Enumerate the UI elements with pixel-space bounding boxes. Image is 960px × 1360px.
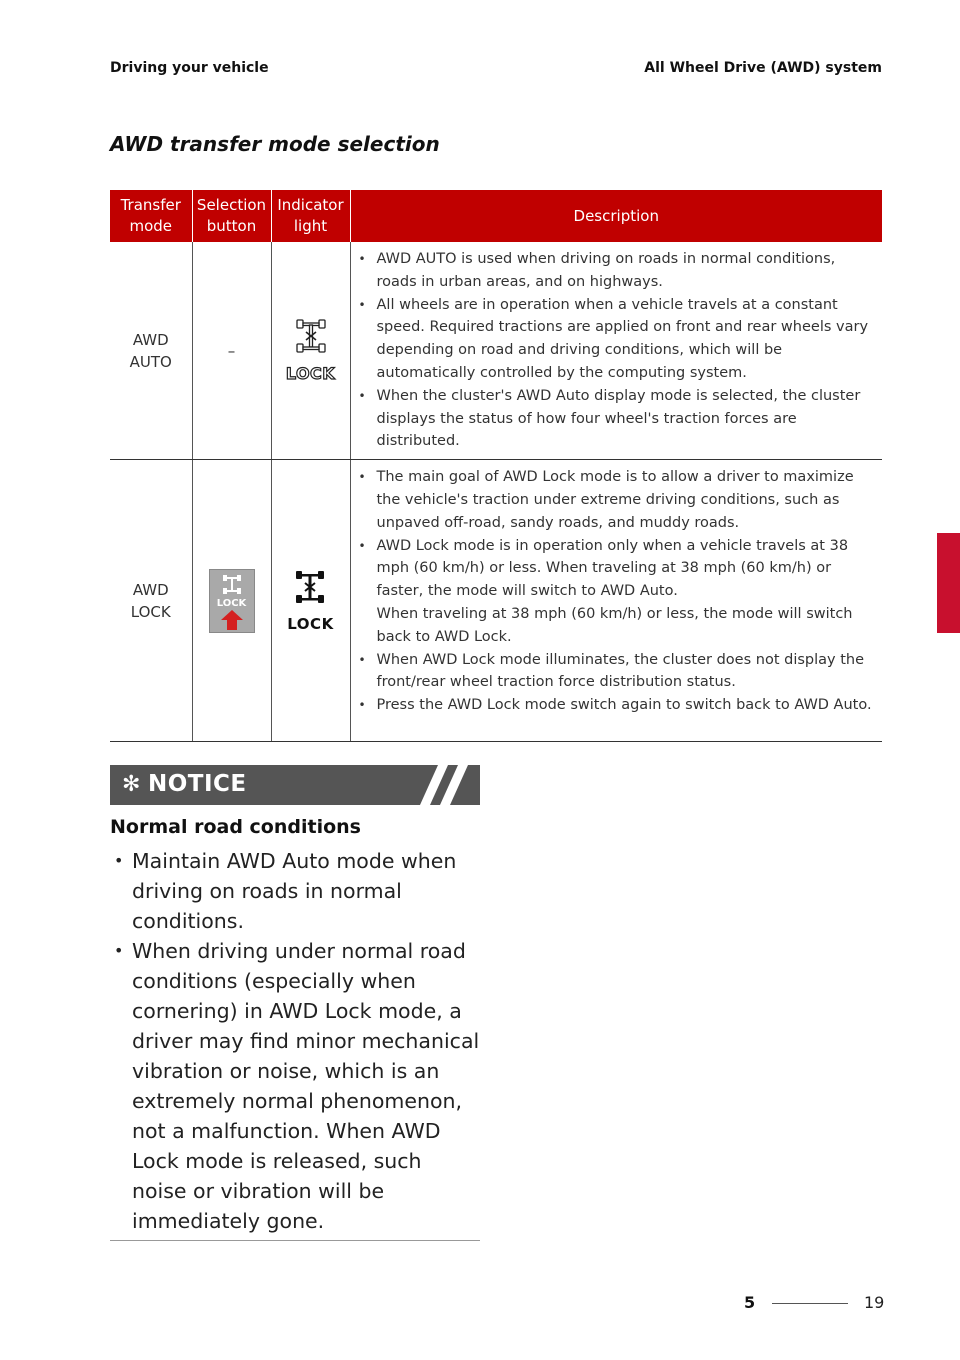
notice-list (110, 846, 480, 1236)
table-header-row (110, 190, 882, 242)
notice-banner (110, 765, 480, 805)
awd-lock-switch-icon (209, 569, 255, 633)
stripes-icon (410, 765, 480, 805)
list-item-text: AWD Lock mode is in operation only when a vehicle travels at 38 mph (60 km/h) or less. When traveling at 38 mph (60 km/h) or faster, the mode will switch to AWD Auto. (376, 537, 849, 600)
table-row-awd-lock (110, 460, 882, 742)
table-row-awd-auto (110, 242, 882, 460)
header-indicator-light: Indicator light (271, 190, 350, 242)
running-header-left: Driving your vehicle (110, 60, 269, 76)
footer-divider (772, 1303, 848, 1304)
notice-label: NOTICE (148, 771, 247, 797)
chapter-side-number: 5 (939, 608, 953, 632)
list-item: • When AWD Lock mode illuminates, the cluster does not display the front/rear wheel traction force distribution status. (357, 649, 875, 695)
mode-label-line1: AWD (132, 580, 169, 599)
selection-cell (192, 460, 271, 742)
list-item: • When driving under normal road conditions (especially when cornering) in AWD Lock mode, a driver may find minor mechanical vibration or noise, which is an extremely normal phenomenon, not a malfunction. When AWD Lock mode is released, such noise or vibration will be immediately gone. (110, 936, 480, 1236)
list-item: • AWD AUTO is used when driving on roads in normal conditions, roads in urban areas, and on highways. (357, 248, 875, 294)
mode-cell (110, 242, 192, 460)
notice-divider (110, 1240, 480, 1241)
notice-heading: Normal road conditions (110, 816, 361, 838)
header-selection-button: Selection button (192, 190, 271, 242)
indicator-lock-text: LOCK (285, 364, 336, 384)
selection-none: – (227, 341, 236, 360)
header-description: Description (350, 190, 882, 242)
section-title: AWD transfer mode selection (110, 132, 440, 156)
list-item: • When the cluster's AWD Auto display mode is selected, the cluster displays the status of how four wheel's traction forces are distributed. (357, 385, 875, 453)
list-item: • Press the AWD Lock mode switch again to switch back to AWD Auto. (357, 694, 875, 717)
selection-cell (192, 242, 271, 460)
mode-label-line2: LOCK (130, 602, 171, 621)
header-transfer-mode: Transfer mode (110, 190, 192, 242)
awd-lock-outline-icon (286, 318, 335, 383)
mode-label-line2: AUTO (129, 352, 172, 371)
description-cell (350, 460, 882, 742)
mode-label-line1: AWD (132, 330, 169, 349)
asterisk-icon: ✻ (122, 772, 141, 797)
awd-mode-table (110, 190, 882, 742)
list-item: • Maintain AWD Auto mode when driving on roads in normal conditions. (110, 846, 480, 936)
indicator-cell (271, 242, 350, 460)
list-item (357, 535, 875, 649)
indicator-cell (271, 460, 350, 742)
mode-cell (110, 460, 192, 742)
switch-lock-text: LOCK (216, 597, 247, 609)
awd-lock-solid-icon (287, 569, 333, 633)
running-header-right: All Wheel Drive (AWD) system (644, 60, 882, 76)
description-cell (350, 242, 882, 460)
list-item: • The main goal of AWD Lock mode is to allow a driver to maximize the vehicle's traction under extreme driving conditions, such as unpaved off-road, sandy roads, and muddy roads. (357, 466, 875, 534)
indicator-lock-text: LOCK (287, 614, 334, 633)
footer-chapter: 5 (744, 1293, 756, 1312)
footer-page-number: 19 (864, 1293, 885, 1312)
list-item-continuation: When traveling at 38 mph (60 km/h) or less, the mode will switch back to AWD Lock. (376, 605, 853, 645)
list-item: • All wheels are in operation when a vehicle travels at a constant speed. Required tractions are applied on front and rear wheels vary depending on road and driving conditions, which will be automatically controlled by the computing system. (357, 294, 875, 385)
